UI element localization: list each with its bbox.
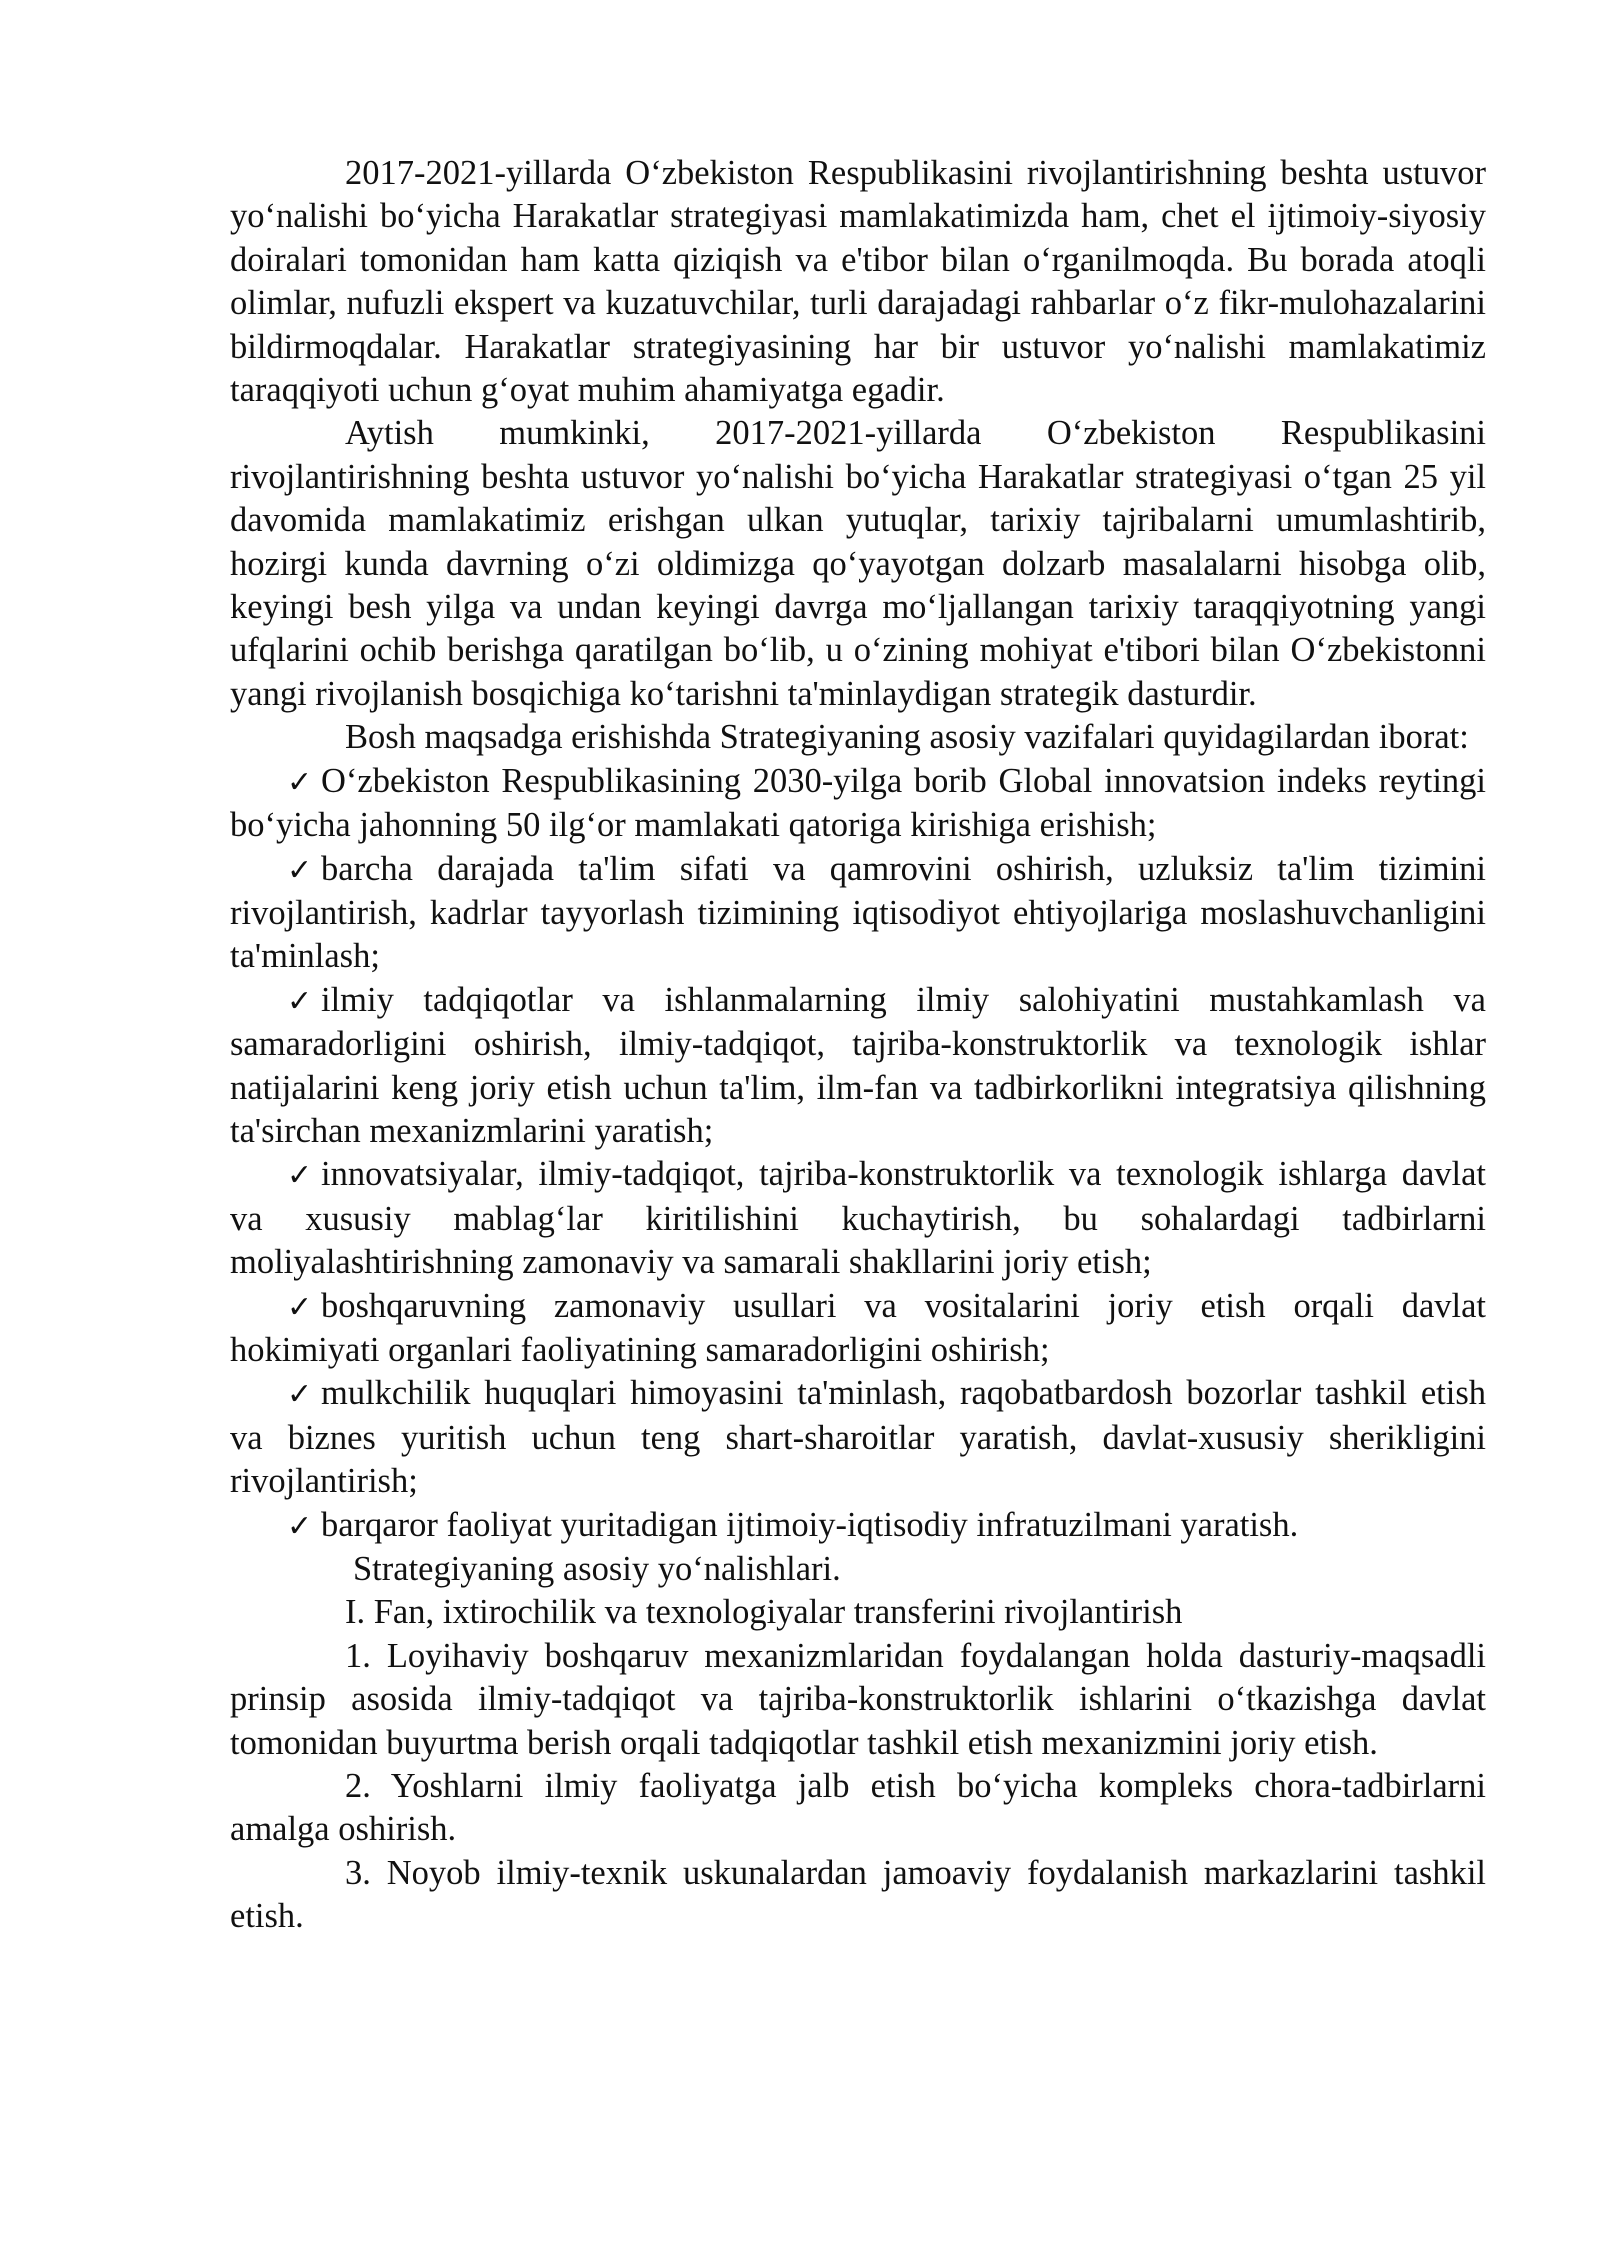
list-item-text: boshqaruvning zamonaviy usullari va vositalarini joriy etish orqali davlat hokimiyati organlari faoliyatining samaradorligini oshirish; [230,1286,1486,1369]
list-item [230,848,1486,979]
list-item [230,1153,1486,1284]
checkmark-icon: ✓ [287,1289,313,1325]
subsection-heading: I. Fan, ixtirochilik va texnologiyalar transferini rivojlantirish [345,1593,1183,1632]
checkmark-icon: ✓ [287,852,313,888]
tasks-intro-paragraph: Bosh maqsadga erishishda Strategiyaning asosiy vazifalari quyidagilardan iborat: [345,718,1469,757]
checkmark-icon: ✓ [287,1377,313,1413]
list-item-text: barqaror faoliyat yuritadigan ijtimoiy-iqtisodiy infratuzilmani yaratish. [321,1505,1299,1544]
numbered-item: 1. Loyihaviy boshqaruv mexanizmlaridan foydalangan holda dasturiy-maqsadli prinsip asosida ilmiy-tadqiqot va tajriba-konstruktorlik ishlarini o‘tkazishga davlat tomonidan buyurtma berish orqali tadqiqotlar tashkil etish mexanizmini joriy etish. [230,1636,1486,1762]
document-page [230,152,1486,1939]
list-item [230,1285,1486,1373]
checkmark-icon: ✓ [287,1508,313,1544]
section-heading: Strategiyaning asosiy yo‘nalishlari. [353,1550,841,1588]
numbered-item: 2. Yoshlarni ilmiy faoliyatga jalb etish bo‘yicha kompleks chora-tadbirlarni amalga oshirish. [230,1767,1486,1849]
checkmark-icon: ✓ [287,764,313,800]
list-item-text: O‘zbekiston Respublikasining 2030-yilga borib Global innovatsion indeks reytingi bo‘yicha jahonning 50 ilg‘or mamlakati qatoriga kirishiga erishish; [230,761,1486,845]
list-item [230,1372,1486,1503]
list-item-text: barcha darajada ta'lim sifati va qamrovini oshirish, uzluksiz ta'lim tizimini rivojlantirish, kadrlar tayyorlash tizimining iqtisodiyot ehtiyojlariga moslashuvchanligini ta'minlash; [230,849,1486,976]
strategy-paragraph: Aytish mumkinki, 2017-2021-yillarda O‘zbekiston Respublikasini rivojlantirishning beshta ustuvor yo‘nalishi bo‘yicha Harakatlar strategiyasi o‘tgan 25 yil davomida mamlakatimiz erishgan ulkan yutuqlar, tarixiy tajribalarni umumlashtirib, hozirgi kunda davrning o‘zi oldimizga qo‘yayotgan dolzarb masalalarni hisobga olib, keyingi besh yilga va undan keyingi davrga mo‘ljallangan tarixiy taraqqiyotning yangi ufqlarini ochib berishga qaratilgan bo‘lib, u o‘zining mohiyat e'tibori bilan O‘zbekistonni yangi rivojlanish bosqichiga ko‘tarishni ta'minlaydigan strategik dasturdir. [230,414,1486,713]
checkmark-icon: ✓ [287,983,313,1019]
intro-paragraph: 2017-2021-yillarda O‘zbekiston Respublikasini rivojlantirishning beshta ustuvor yo‘nalishi bo‘yicha Harakatlar strategiyasi mamlakatimizda ham, chet el ijtimoiy-siyosiy doiralari tomonidan ham katta qiziqish va e'tibor bilan o‘rganilmoqda. Bu borada atoqli olimlar, nufuzli ekspert va kuzatuvchilar, turli darajadagi rahbarlar o‘z fikr-mulohazalarini bildirmoqdalar. Harakatlar strategiyasining har bir ustuvor yo‘nalishi mamlakatimiz taraqqiyoti uchun g‘oyat muhim ahamiyatga egadir. [230,154,1486,410]
checkmark-icon: ✓ [287,1158,313,1194]
list-item-text: mulkchilik huquqlari himoyasini ta'minlash, raqobatbardosh bozorlar tashkil etish va biznes yuritish uchun teng shart-sharoitlar yaratish, davlat-xususiy sherikligini rivojlantirish; [230,1374,1486,1501]
list-item-text: ilmiy tadqiqotlar va ishlanmalarning ilmiy salohiyatini mustahkamlash va samaradorligini oshirish, ilmiy-tadqiqot, tajriba-konstruktorlik va texnologik ishlar natijalarini keng joriy etish uchun ta'lim, ilm-fan va tadbirkorlikni integratsiya qilishning ta'sirchan mexanizmlarini yaratish; [230,980,1486,1150]
list-item [230,979,1486,1154]
list-item [230,1504,1486,1548]
list-item-text: innovatsiyalar, ilmiy-tadqiqot, tajriba-konstruktorlik va texnologik ishlarga davlat va xususiy mablag‘lar kiritilishini kuchaytirish, bu sohalardagi tadbirlarni moliyalashtirishning zamonaviy va samarali shakllarini joriy etish; [230,1155,1486,1282]
numbered-item: 3. Noyob ilmiy-texnik uskunalardan jamoaviy foydalanish markazlarini tashkil etish. [230,1853,1486,1936]
list-item [230,760,1486,848]
